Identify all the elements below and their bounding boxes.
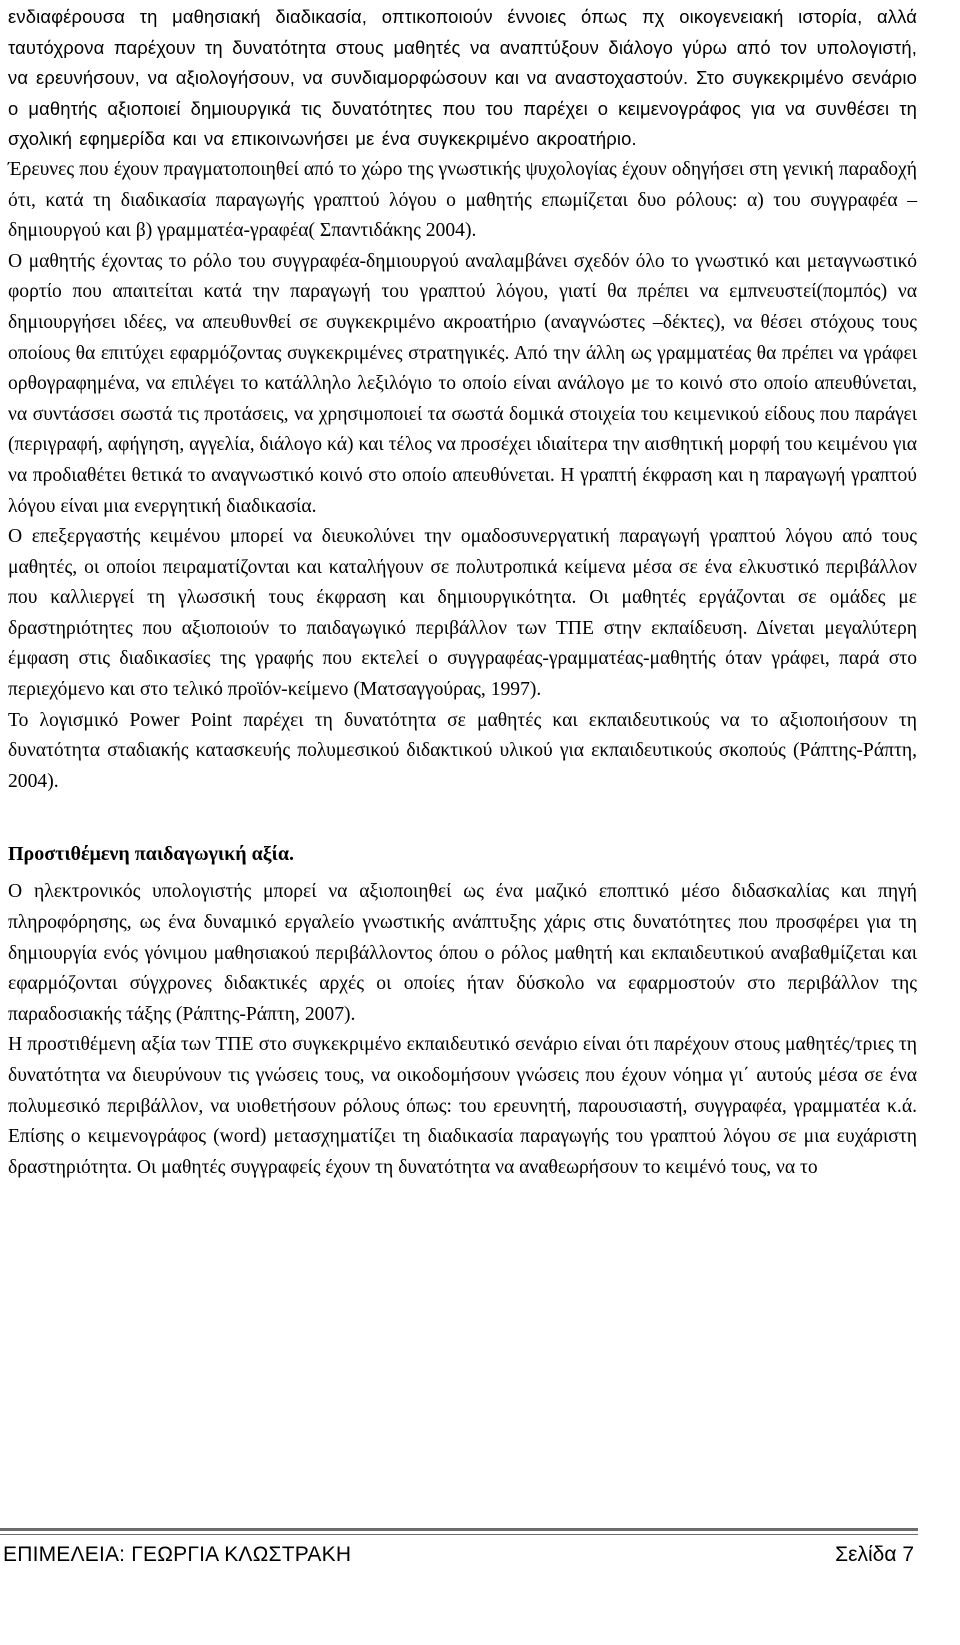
document-body (8, 2, 917, 1183)
section-spacer (8, 797, 917, 839)
paragraph-5: Το λογισμικό Power Point παρέχει τη δυνατότητα σε μαθητές και εκπαιδευτικούς να το αξιοποιήσουν τη δυνατότητα σταδιακής κατασκευής πολυμεσικού διδακτικού υλικού για εκπαιδευτικούς σκοπούς (Ράπτης-Ράπτη, 2004). (8, 709, 917, 792)
paragraph-6: Ο ηλεκτρονικός υπολογιστής μπορεί να αξιοποιηθεί ως ένα μαζικό εποπτικό μέσο διδασκαλίας και πηγή πληροφόρησης, ως ένα δυναμικό εργαλείο γνωστικής ανάπτυξης χάρις στις δυνατότητες που προσφέρει για τη δημιουργία ενός γόνιμου μαθησιακού περιβάλλοντος όπου ο ρόλος μαθητή και εκπαιδευτικού αναβαθμίζεται και εφαρμόζονται σύγχρονες διδακτικές αρχές οι οποίες ήταν δύσκολο να εφαρμοστούν στο περιβάλλον της παραδοσιακής τάξης (Ράπτης-Ράπτη, 2007). (8, 881, 917, 1025)
paragraph-1: ενδιαφέρουσα τη μαθησιακή διαδικασία, οπτικοποιούν έννοιες όπως πχ οικογενειακή ιστορία, αλλά ταυτόχρονα παρέχουν τη δυνατότητα στους μαθητές να αναπτύξουν διάλογο γύρω από τον υπολογιστή, να ερευνήσουν, να αξιολογήσουν, να συνδιαμορφώσουν και να αναστοχαστούν. Στο συγκεκριμένο σενάριο ο μαθητής αξιοποιεί δημιουργικά τις δυνατότητες που του παρέχει ο κειμενογράφος για να συνθέσει τη σχολική εφημερίδα και να επικοινωνήσει με ένα συγκεκριμένο ακροατήριο. (8, 6, 917, 150)
footer-rule-thick (0, 1528, 918, 1531)
paragraph-4: Ο επεξεργαστής κειμένου μπορεί να διευκολύνει την ομαδοσυνεργατική παραγωγή γραπτού λόγου από τους μαθητές, οι οποίοι πειραματίζονται και καταλήγουν σε πολυτροπικά κείμενα μέσα σε ένα ελκυστικό περιβάλλον που καλλιεργεί τη γλωσσική τους έκφραση και δημιουργικότητα. Οι μαθητές εργάζονται σε ομάδες με δραστηριότητες που αξιοποιούν το παιδαγωγικό περιβάλλον των ΤΠΕ στην εκπαίδευση. Δίνεται μεγαλύτερη έμφαση στις διαδικασίες της γραφής που εκτελεί ο συγγραφέας-γραμματέας-μαθητής όταν γράφει, παρά στο περιεχόμενο και στο τελικό προϊόν-κείμενο (Ματσαγγούρας, 1997). (8, 526, 917, 701)
footer-author: ΕΠΙΜΕΛΕΙΑ: ΓΕΩΡΓΙΑ ΚΛΩΣΤΡΑΚΗ (3, 1543, 352, 1566)
footer-rule-thin (0, 1534, 918, 1535)
footer-page-number: Σελίδα 7 (835, 1543, 914, 1566)
section-heading: Προστιθέμενη παιδαγωγική αξία. (8, 843, 295, 866)
paragraph-2: Έρευνες που έχουν πραγματοποιηθεί από το χώρο της γνωστικής ψυχολογίας έχουν οδηγήσει στη γενική παραδοχή ότι, κατά τη διαδικασία παραγωγής γραπτού λόγου ο μαθητής επωμίζεται δυο ρόλους: α) του συγγραφέα – δημιουργού και β) γραμματέα-γραφέα( Σπαντιδάκης 2004). (8, 158, 917, 242)
paragraph-3: Ο μαθητής έχοντας το ρόλο του συγγραφέα-δημιουργού αναλαμβάνει σχεδόν όλο το γνωστικό και μεταγνωστικό φορτίο που απαιτείται κατά την παραγωγή του γραπτού λόγου, γιατί θα πρέπει να εμπνευστεί(πομπός) να δημιουργήσει ιδέες, να απευθυνθεί σε συγκεκριμένο ακροατήριο (αναγνώστες –δέκτες), να θέσει στόχους τους οποίους θα επιτύχει εφαρμόζοντας συγκεκριμένες στρατηγικές. Από την άλλη ως γραμματέας θα πρέπει να γράφει ορθογραφημένα, να επιλέγει το κατάλληλο λεξιλόγιο το οποίο είναι ανάλογο με το κοινό στο οποίο απευθύνεται, να συντάσσει σωστά τις προτάσεις, να χρησιμοποιεί τα σωστά δομικά στοιχεία του κειμενικού είδους που παράγει (περιγραφή, αφήγηση, αγγελία, διάλογο κά) και τέλος να προσέχει ιδιαίτερα την αισθητική μορφή του κειμένου για να προδιαθέτει θετικά το αναγνωστικό κοινό στο οποίο απευθύνεται. Η γραπτή έκφραση και η παραγωγή γραπτού λόγου είναι μια ενεργητική διαδικασία. (8, 250, 917, 517)
paragraph-7: Η προστιθέμενη αξία των ΤΠΕ στο συγκεκριμένο εκπαιδευτικό σενάριο είναι ότι παρέχουν στους μαθητές/τριες τη δυνατότητα να διευρύνουν τις γνώσεις τους, να οικοδομήσουν γνώσεις που έχουν νόημα γι΄ αυτούς μέσα σε ένα πολυμεσικό περιβάλλον, να υιοθετήσουν ρόλους όπως: του ερευνητή, παρουσιαστή, συγγραφέα, γραμματέα κ.ά. Επίσης ο κειμενογράφος (word) μετασχηματίζει τη διαδικασία παραγωγής του γραπτού λόγου σε μια ευχάριστη δραστηριότητα. Οι μαθητές συγγραφείς έχουν τη δυνατότητα να αναθεωρήσουν το κειμένό τους, να το (8, 1034, 917, 1178)
